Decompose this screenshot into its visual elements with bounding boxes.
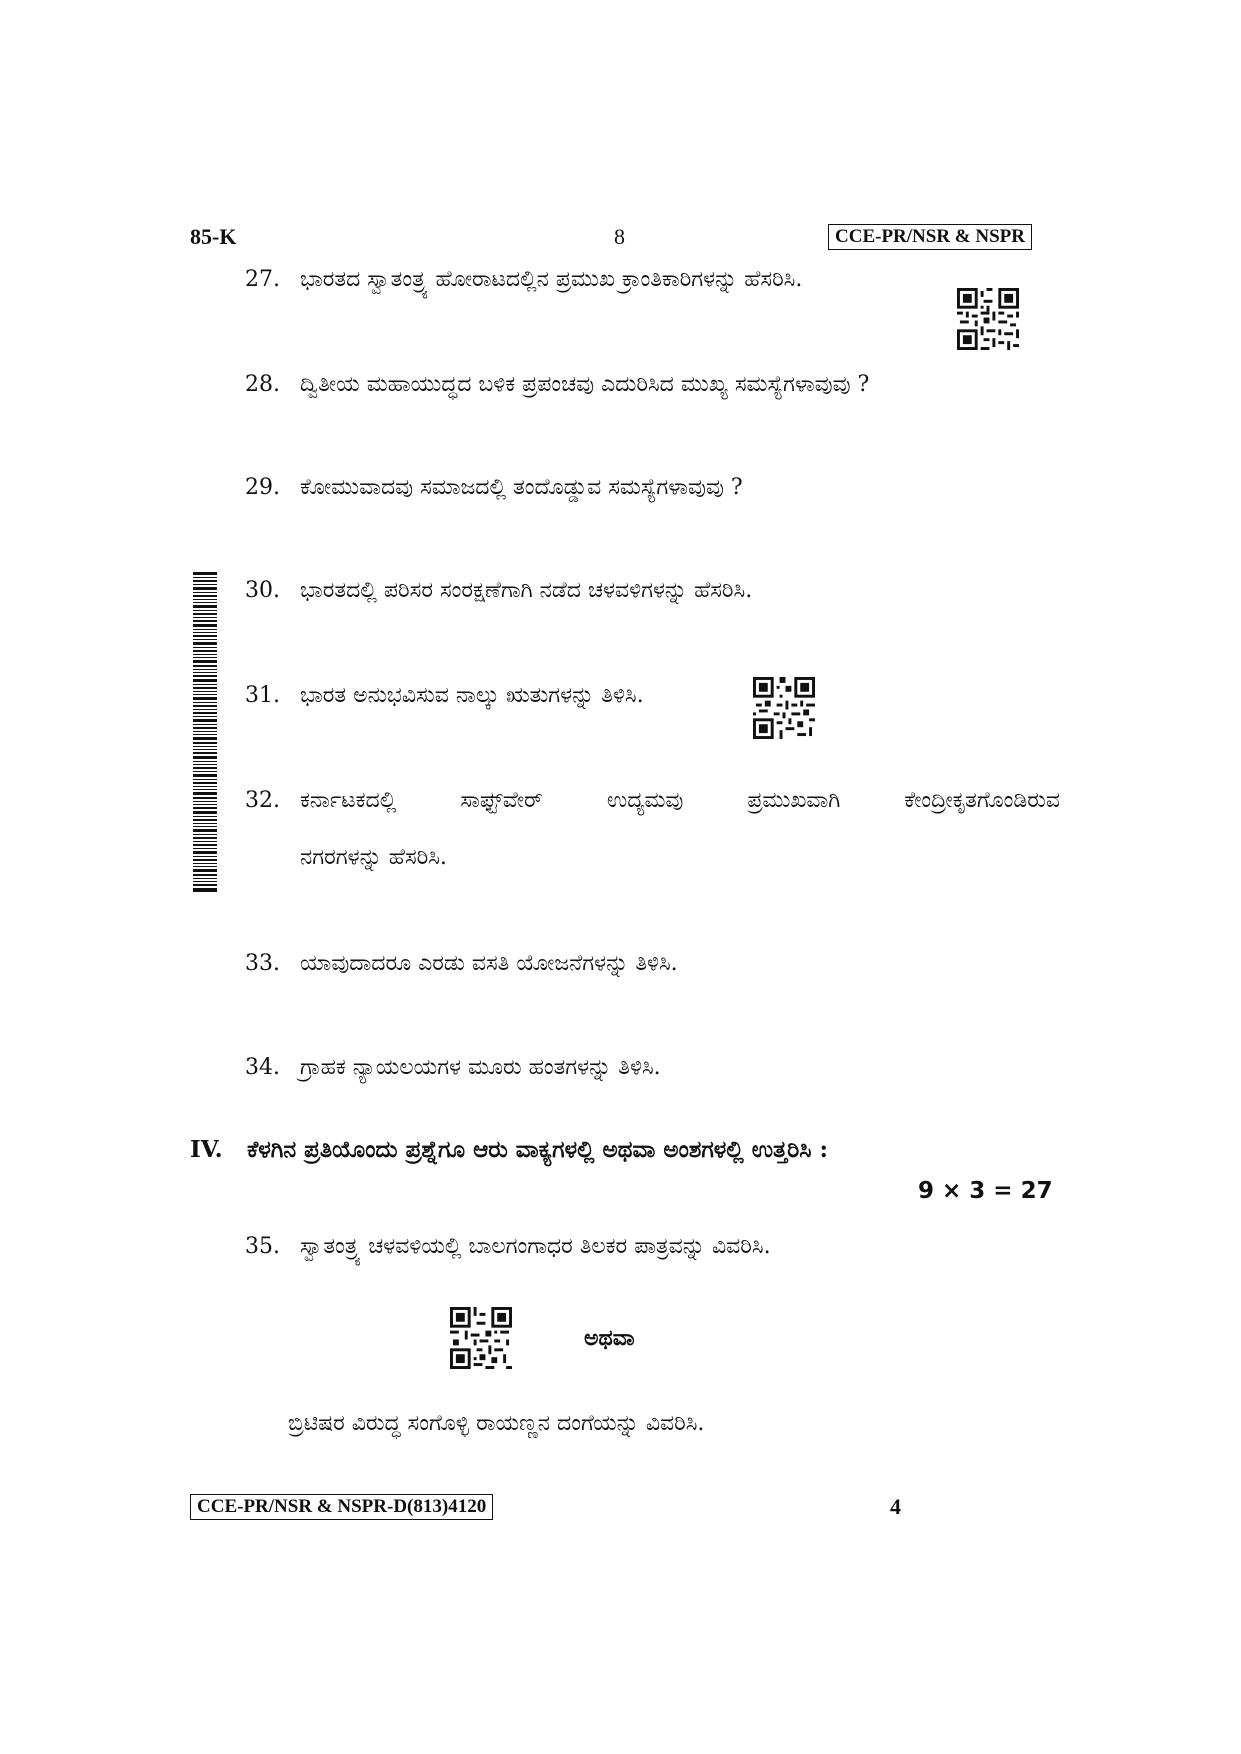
qr-code-icon[interactable]	[450, 1307, 512, 1369]
section-iv-instruction: ಕೆಳಗಿನ ಪ್ರತಿಯೊಂದು ಪ್ರಶ್ನೆಗೂ ಆರು ವಾಕ್ಯಗಳಲ್ಲಿ ಅಥವಾ ಅಂಶಗಳಲ್ಲಿ ಉತ್ತರಿಸಿ :	[247, 1136, 828, 1163]
question-32-line-2: ನಗರಗಳನ್ನು ಹೆಸರಿಸಿ.	[300, 845, 447, 870]
question-34	[245, 1053, 661, 1083]
question-text: ಭಾರತ ಅನುಭವಿಸುವ ನಾಲ್ಕು ಋತುಗಳನ್ನು ತಿಳಿಸಿ.	[300, 683, 644, 708]
question-32	[245, 786, 300, 816]
question-text: ಯಾವುದಾದರೂ ಎರಡು ವಸತಿ ಯೋಜನೆಗಳನ್ನು ತಿಳಿಸಿ.	[300, 951, 678, 976]
barcode-icon	[193, 572, 217, 892]
question-text: ಗ್ರಾಹಕ ನ್ಯಾಯಲಯಗಳ ಮೂರು ಹಂತಗಳನ್ನು ತಿಳಿಸಿ.	[300, 1055, 661, 1080]
question-text: ಭಾರತದಲ್ಲಿ ಪರಿಸರ ಸಂರಕ್ಷಣೆಗಾಗಿ ನಡೆದ ಚಳವಳಿಗಳನ್ನು ಹೆಸರಿಸಿ.	[300, 578, 753, 603]
page-number: 8	[614, 224, 625, 249]
question-29	[245, 473, 743, 503]
question-27	[245, 265, 802, 295]
question-text: ಕೋಮುವಾದವು ಸಮಾಜದಲ್ಲಿ ತಂದೊಡ್ಡುವ ಸಮಸ್ಯೆಗಳಾವುವು ?	[300, 475, 743, 500]
question-30	[245, 576, 752, 606]
question-number: 28.	[245, 372, 280, 397]
question-text: ಭಾರತದ ಸ್ವಾತಂತ್ರ್ಯ ಹೋರಾಟದಲ್ಲಿನ ಪ್ರಮುಖ ಕ್ರಾಂತಿಕಾರಿಗಳನ್ನು ಹೆಸರಿಸಿ.	[300, 267, 803, 292]
question-text: ಸ್ವಾತಂತ್ರ್ಯ ಚಳವಳಿಯಲ್ಲಿ ಬಾಲಗಂಗಾಧರ ತಿಲಕರ ಪಾತ್ರವನ್ನು ವಿವರಿಸಿ.	[300, 1234, 771, 1259]
question-number: 27.	[245, 267, 280, 292]
question-number: 32.	[245, 788, 280, 813]
question-text: ದ್ವಿತೀಯ ಮಹಾಯುದ್ಧದ ಬಳಿಕ ಪ್ರಪಂಚವು ಎದುರಿಸಿದ ಮುಖ್ಯ ಸಮಸ್ಯೆಗಳಾವುವು ?	[300, 372, 870, 397]
qr-code-icon[interactable]	[957, 288, 1019, 350]
footer-paper-code-box: CCE-PR/NSR & NSPR-D(813)4120	[190, 1494, 493, 1520]
section-iv-marks: 9 × 3 = 27	[918, 1178, 1053, 1204]
question-28	[245, 370, 869, 400]
question-number: 35.	[245, 1234, 280, 1259]
sheet-number: 4	[890, 1494, 901, 1519]
question-number: 31.	[245, 683, 280, 708]
question-35-alternative: ಬ್ರಿಟಿಷರ ವಿರುದ್ಧ ಸಂಗೊಳ್ಳಿ ರಾಯಣ್ಣನ ದಂಗೆಯನ್ನು ವಿವರಿಸಿ.	[288, 1411, 705, 1436]
qr-code-icon[interactable]	[753, 677, 815, 739]
question-number: 34.	[245, 1055, 280, 1080]
question-number: 29.	[245, 475, 280, 500]
or-label: ಅಥವಾ	[584, 1325, 635, 1351]
question-31	[245, 681, 644, 711]
question-33	[245, 949, 678, 979]
question-number: 30.	[245, 578, 280, 603]
section-iv-number: IV.	[190, 1136, 223, 1163]
paper-series-code: 85-K	[190, 224, 237, 249]
paper-code-box: CCE-PR/NSR & NSPR	[828, 224, 1032, 250]
question-number: 33.	[245, 951, 280, 976]
question-35	[245, 1232, 771, 1262]
question-32-line-1: ಕರ್ನಾಟಕದಲ್ಲಿ ಸಾಫ್ಟ್‌ವೇರ್ ಉದ್ಯಮವು ಪ್ರಮುಖವಾಗಿ ಕೇಂದ್ರೀಕೃತಗೊಂಡಿರುವ	[300, 788, 1060, 813]
